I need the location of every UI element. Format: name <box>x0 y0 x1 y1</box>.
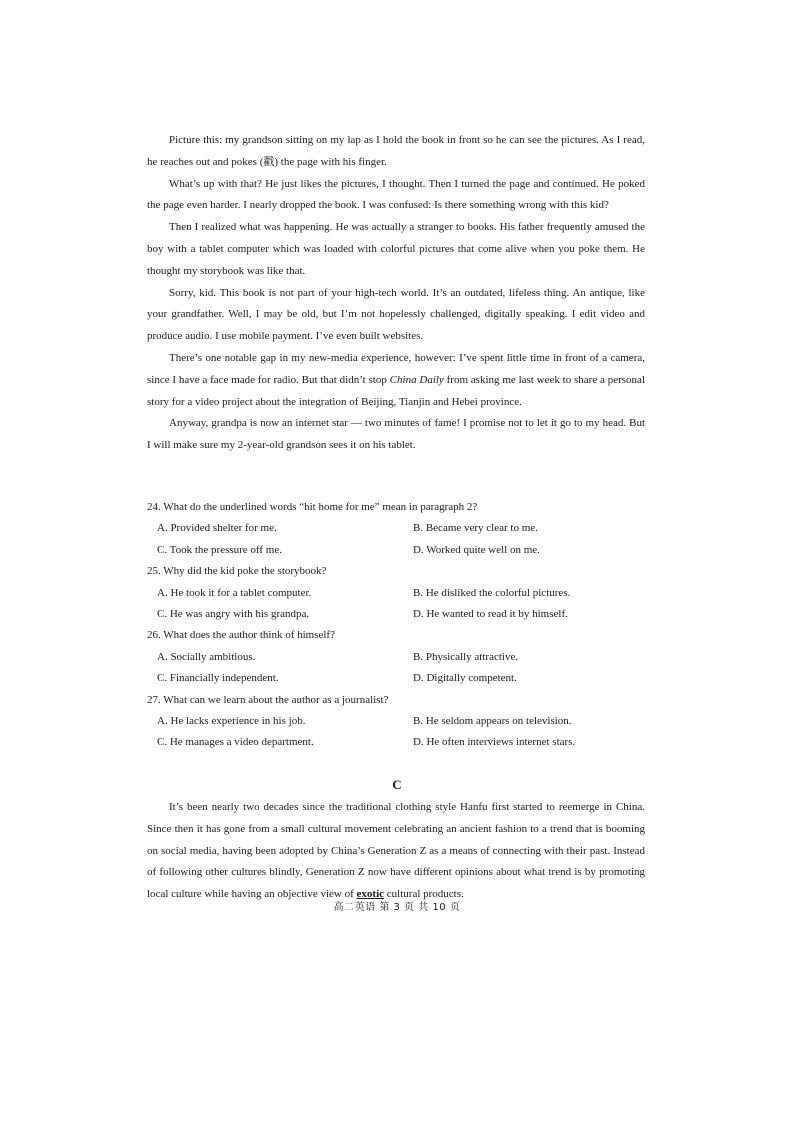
paragraph-3: Then I realized what was happening. He was actually a stranger to books. His father frequently amused the boy with a tablet computer which was loaded with colorful pictures that come alive when you poke them. He thought my storybook was like that. <box>147 221 645 277</box>
option-c: C. He manages a video department. <box>157 736 314 749</box>
passage-b <box>147 130 645 457</box>
section-title: C <box>392 777 402 792</box>
passage-c-before: It’s been nearly two decades since the traditional clothing style Hanfu first started to reemerge in China. Since then it has gone from a small cultural movement celebrating an ancient fashion to a trend that is booming on social media, having been adopted by China’s Generation Z as a means of connecting with their past. Instead of following other cultures blindly, Generation Z now have different opinions about what trend is by promoting local culture while having an objective view of <box>147 801 645 901</box>
underlined-word: exotic <box>356 888 385 901</box>
option-a: A. Socially ambitious. <box>157 650 256 663</box>
question-27 <box>147 690 645 754</box>
paragraph-4: Sorry, kid. This book is not part of your high-tech world. It’s an outdated, lifeless thing. An antique, like your grandfather. Well, I may be old, but I’m not hopelessly challenged, digitally speaking. I edit video and produce audio. I use mobile payment. I’ve even built websites. <box>147 286 645 343</box>
question-stem: 26. What does the author think of himself? <box>147 629 335 642</box>
question-stem: 24. What do the underlined words “hit home for me” mean in paragraph 2? <box>147 501 478 513</box>
paragraph-2: What’s up with that? He just likes the pictures, I thought. Then I turned the page and continued. He poked the page even harder. I nearly dropped the book. I was confused: Is there something wrong with this kid? <box>147 177 645 212</box>
option-a: A. He took it for a tablet computer. <box>157 586 312 599</box>
passage-c-after: cultural products. <box>384 888 464 901</box>
question-26 <box>147 625 645 689</box>
paragraph-5 <box>147 348 645 413</box>
question-25 <box>147 561 645 625</box>
question-stem: 25. Why did the kid poke the storybook? <box>147 565 327 578</box>
option-a: A. Provided shelter for me. <box>157 522 277 535</box>
question-24 <box>147 497 645 561</box>
paragraph-6: Anyway, grandpa is now an internet star — two minutes of fame! I promise not to let it go to my head. But I will make sure my 2-year-old grandson sees it on his tablet. <box>147 417 645 452</box>
newspaper-name: China Daily <box>389 373 444 386</box>
option-d: D. Worked quite well on me. <box>413 543 540 556</box>
option-b: B. Physically attractive. <box>413 650 519 663</box>
option-a: A. He lacks experience in his job. <box>157 715 306 728</box>
paragraph-5-before: There’s one notable gap in my new-media experience, however: I’ve spent little time in front of a camera, since I have a face made for radio. But that didn’t stop <box>147 351 645 386</box>
option-d: D. Digitally competent. <box>413 672 517 685</box>
option-c: C. He was angry with his grandpa. <box>157 608 310 621</box>
option-b: B. He disliked the colorful pictures. <box>413 586 571 599</box>
passage-c-paragraph <box>147 797 645 906</box>
page-footer: 高二英语 第 3 页 共 10 页 <box>333 902 461 913</box>
option-c: C. Financially independent. <box>157 672 279 685</box>
option-b: B. He seldom appears on television. <box>413 715 572 728</box>
option-d: D. He wanted to read it by himself. <box>413 608 568 621</box>
paragraph-1: Picture this: my grandson sitting on my lap as I hold the book in front so he can see the pictures. As I read, he reaches out and pokes (戳) the page with his finger. <box>147 134 645 168</box>
passage-c <box>147 797 645 906</box>
option-d: D. He often interviews internet stars. <box>413 736 576 749</box>
option-c: C. Took the pressure off me. <box>157 543 282 556</box>
option-b: B. Became very clear to me. <box>413 522 538 535</box>
question-stem: 27. What can we learn about the author as a journalist? <box>147 693 389 706</box>
question-list <box>147 497 645 754</box>
paragraph-5-after: from asking me last week to share a personal story for a video project about the integration of Beijing, Tianjin and Hebei province. <box>147 373 645 408</box>
